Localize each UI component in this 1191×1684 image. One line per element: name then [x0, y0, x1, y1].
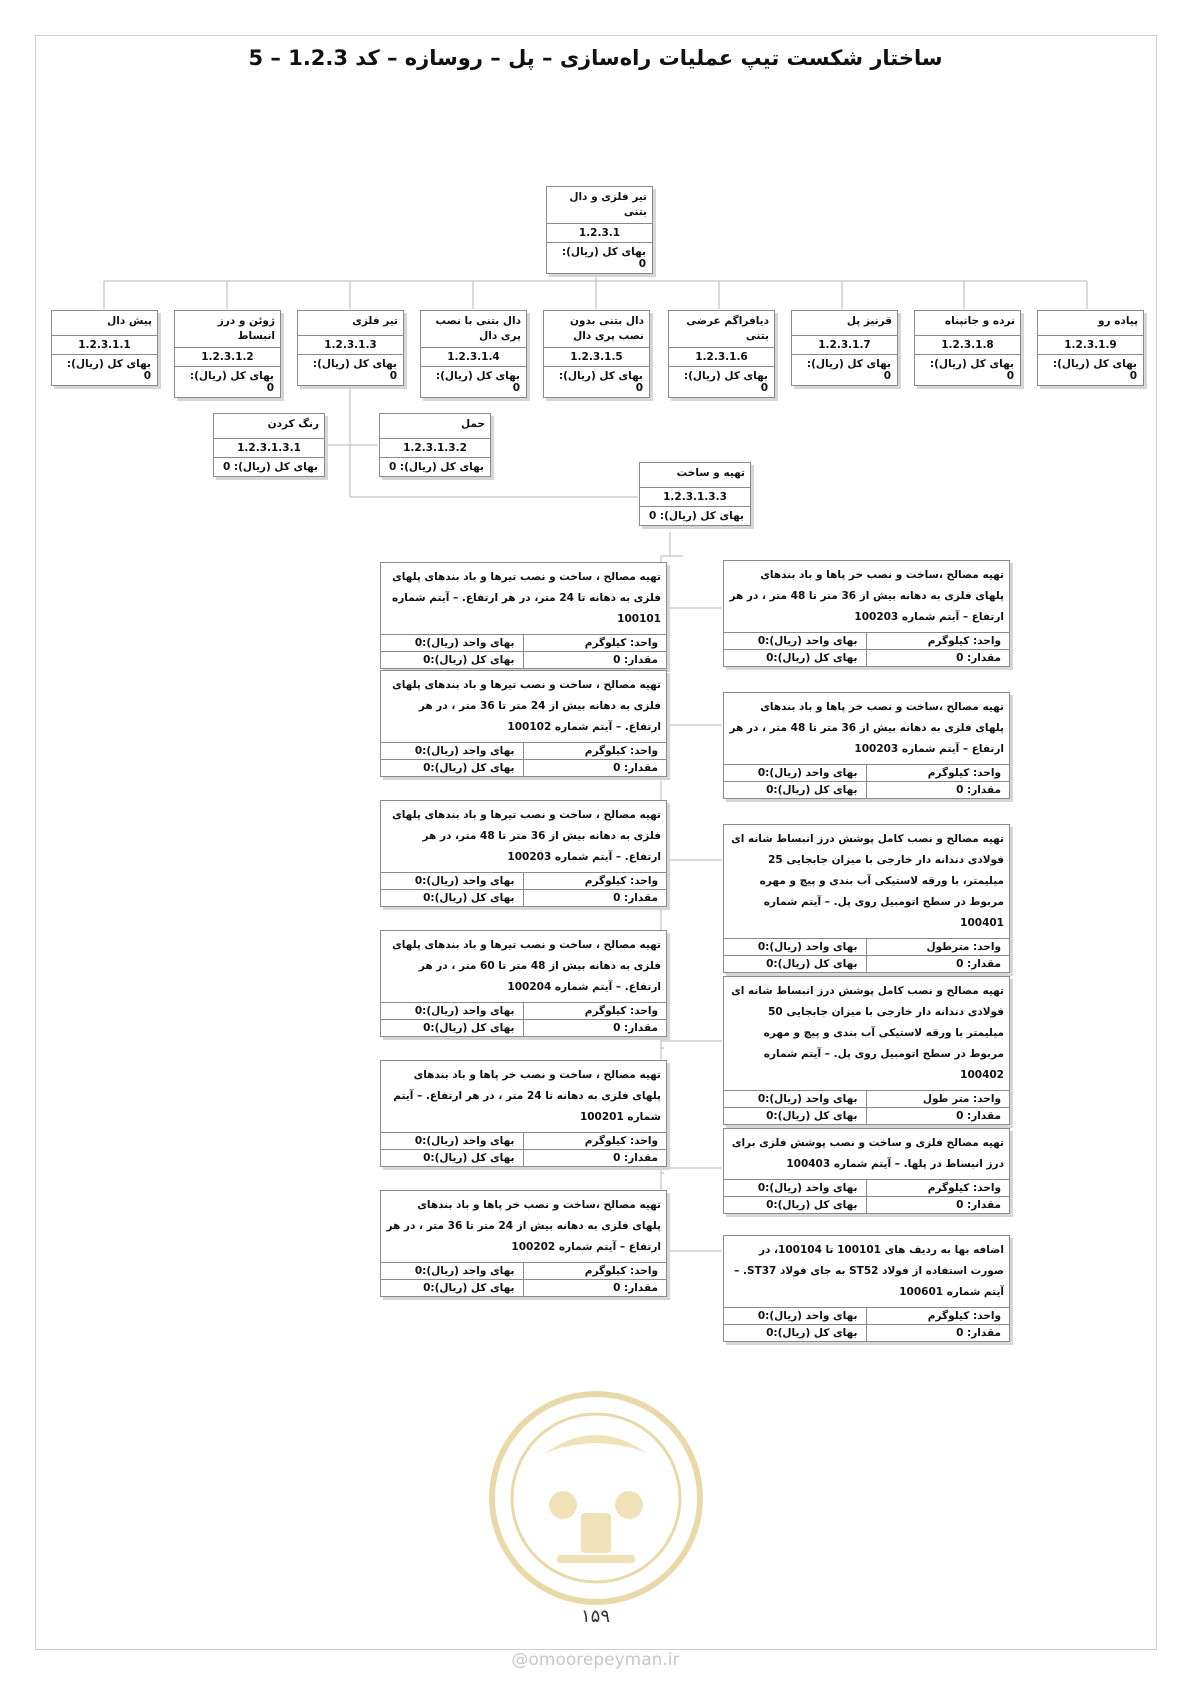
node-cost: بهای کل (ریال): 0: [792, 354, 897, 385]
page-number: ۱۵۹: [580, 1606, 610, 1627]
item-total: بهای کل (ریال):0: [381, 760, 524, 776]
item-unit-price: بهای واحد (ریال):0: [724, 765, 867, 781]
item-unit: واحد: کیلوگرم: [584, 745, 658, 757]
wbs-node-slab-without-preslab: [543, 310, 650, 398]
node-code: 1.2.3.1.2: [175, 347, 280, 366]
item-description: تهیه مصالح ، ساخت و نصب تیرها و باد بندهای پلهای فلزی به دهانه بیش از 24 متر تا 36 متر ، در هر ارتفاع. – آیتم شماره 100102: [392, 679, 661, 733]
item-quantity: مقدار: 0: [956, 784, 1001, 796]
item-unit: واحد: کیلوگرم: [584, 637, 658, 649]
wbs-node-slab-with-preslab: [420, 310, 527, 398]
node-cost: بهای کل (ریال): 0: [640, 506, 750, 525]
item-description: تهیه مصالح ، ساخت و نصب تیرها و باد بندهای پلهای فلزی به دهانه تا 24 متر، در هر ارتفاع. – آیتم شماره 100101: [392, 571, 661, 625]
item-total: بهای کل (ریال):0: [724, 1197, 867, 1213]
item-quantity: مقدار: 0: [956, 1327, 1001, 1339]
item-quantity: مقدار: 0: [956, 1199, 1001, 1211]
node-cost: بهای کل (ریال): 0: [380, 457, 490, 476]
item-quantity: مقدار: 0: [613, 1282, 658, 1294]
node-cost: بهای کل (ریال): 0: [298, 354, 403, 385]
item-total: بهای کل (ریال):0: [724, 782, 867, 798]
work-item-100601: [723, 1235, 1010, 1342]
item-unit-price: بهای واحد (ریال):0: [381, 873, 524, 889]
node-cost: بهای کل (ریال): 0: [547, 242, 652, 273]
watermark-seal-icon: [483, 1385, 709, 1611]
item-unit: واحد: کیلوگرم: [927, 767, 1001, 779]
item-quantity: مقدار: 0: [613, 1152, 658, 1164]
item-total: بهای کل (ریال):0: [381, 1150, 524, 1166]
item-unit-price: بهای واحد (ریال):0: [381, 1003, 524, 1019]
work-item-100101: [380, 562, 667, 669]
node-name: پیاده رو: [1098, 315, 1138, 327]
work-item-100402: [723, 976, 1010, 1125]
node-code: 1.2.3.1.7: [792, 335, 897, 354]
item-unit: واحد: کیلوگرم: [927, 635, 1001, 647]
item-description: تهیه مصالح ، ساخت و نصب تیرها و باد بندهای پلهای فلزی به دهانه بیش از 36 متر تا 48 متر، در هر ارتفاع. – آیتم شماره 100203: [392, 809, 661, 863]
item-total: بهای کل (ریال):0: [724, 1108, 867, 1124]
website-watermark: @omoorepeyman.ir: [511, 1650, 680, 1670]
item-description: تهیه مصالح ،ساخت و نصب خر پاها و باد بندهای پلهای فلزی به دهانه بیش از 36 متر تا 48 متر ، در هر ارتفاع – آیتم شماره 100203: [729, 701, 1004, 755]
item-description: تهیه مصالح ، ساخت و نصب خر پاها و باد بندهای پلهای فلزی به دهانه تا 24 متر ، در هر ارتفاع. – آیتم شماره 100201: [393, 1069, 661, 1123]
item-unit-price: بهای واحد (ریال):0: [381, 635, 524, 651]
item-quantity: مقدار: 0: [613, 762, 658, 774]
node-cost: بهای کل (ریال): 0: [52, 354, 157, 385]
item-unit-price: بهای واحد (ریال):0: [381, 1133, 524, 1149]
node-code: 1.2.3.1.3.1: [214, 438, 324, 457]
node-name: نرده و جانپناه: [944, 315, 1015, 327]
node-cost: بهای کل (ریال): 0: [1038, 354, 1143, 385]
wbs-node-supply-fabrication: [639, 462, 751, 526]
item-description: اضافه بها به ردیف های 100101 تا 100104، در صورت استفاده از فولاد ST52 به جای فولاد ST37. – آیتم شماره 100601: [734, 1244, 1004, 1298]
item-unit-price: بهای واحد (ریال):0: [381, 743, 524, 759]
wbs-node-steel-girder: [297, 310, 404, 386]
node-name: حمل: [461, 418, 485, 430]
node-cost: بهای کل (ریال): 0: [669, 366, 774, 397]
item-total: بهای کل (ریال):0: [381, 890, 524, 906]
item-unit-price: بهای واحد (ریال):0: [724, 1180, 867, 1196]
work-item-100204: [380, 930, 667, 1037]
node-name: دال بتنی بدون نصب پری دال: [569, 315, 644, 342]
node-code: 1.2.3.1.3.2: [380, 438, 490, 457]
work-item-100203-trusses-a: [723, 560, 1010, 667]
item-quantity: مقدار: 0: [613, 1022, 658, 1034]
item-unit: واحد: کیلوگرم: [584, 1265, 658, 1277]
wbs-node-preslab: [51, 310, 158, 386]
work-item-100403: [723, 1128, 1010, 1214]
item-unit: واحد: کیلوگرم: [584, 1005, 658, 1017]
item-description: تهیه مصالح و نصب کامل پوشش درز انبساط شانه ای فولادی دندانه دار خارجی با میزان جابجایی 50 میلیمتر با ورقه لاستیکی آب بندی و پیچ و مهره مربوط در سطح اتومبیل روی پل. – آیتم شماره 100402: [731, 985, 1004, 1081]
wbs-node-sidewalk: [1037, 310, 1144, 386]
wbs-node-root: [546, 186, 653, 274]
item-total: بهای کل (ریال):0: [724, 1325, 867, 1341]
node-code: 1.2.3.1.3: [298, 335, 403, 354]
wbs-node-railing: [914, 310, 1021, 386]
node-name: دیافراگم عرضی بتنی: [686, 315, 769, 342]
item-description: تهیه مصالح ، ساخت و نصب تیرها و باد بندهای پلهای فلزی به دهانه بیش از 48 متر تا 60 متر ، در هر ارتفاع. – آیتم شماره 100204: [392, 939, 661, 993]
item-unit-price: بهای واحد (ریال):0: [724, 1091, 867, 1107]
item-description: تهیه مصالح ،ساخت و نصب خر پاها و باد بندهای پلهای فلزی به دهانه بیش از 36 متر تا 48 متر ، در هر ارتفاع – آیتم شماره 100203: [729, 569, 1004, 623]
wbs-node-transport: [379, 413, 491, 477]
wbs-node-concrete-diaphragm: [668, 310, 775, 398]
node-name: رنگ کردن: [267, 418, 319, 430]
wbs-node-expansion-joint: [174, 310, 281, 398]
item-description: تهیه مصالح ،ساخت و نصب خر پاها و باد بندهای پلهای فلزی به دهانه بیش از 24 متر تا 36 متر ، در هر ارتفاع – آیتم شماره 100202: [386, 1199, 661, 1253]
page-title: ساختار شکست تیپ عملیات راه‌سازی – پل – روسازه – کد 1.2.3 – 5: [248, 46, 943, 70]
item-quantity: مقدار: 0: [956, 1110, 1001, 1122]
item-unit: واحد: مترطول: [926, 941, 1001, 953]
item-unit-price: بهای واحد (ریال):0: [724, 633, 867, 649]
node-cost: بهای کل (ریال): 0: [421, 366, 526, 397]
node-code: 1.2.3.1.8: [915, 335, 1020, 354]
item-total: بهای کل (ریال):0: [381, 1020, 524, 1036]
wbs-node-bridge-curb: [791, 310, 898, 386]
wbs-node-painting: [213, 413, 325, 477]
node-name: تیر فلزی: [352, 315, 398, 327]
item-total: بهای کل (ریال):0: [724, 650, 867, 666]
item-quantity: مقدار: 0: [956, 958, 1001, 970]
item-total: بهای کل (ریال):0: [381, 652, 524, 668]
item-unit-price: بهای واحد (ریال):0: [724, 1308, 867, 1324]
item-unit: واحد: کیلوگرم: [927, 1310, 1001, 1322]
node-cost: بهای کل (ریال): 0: [915, 354, 1020, 385]
node-cost: بهای کل (ریال): 0: [544, 366, 649, 397]
node-name: تیر فلزی و دال بتنی: [569, 191, 647, 218]
work-item-100203-girders: [380, 800, 667, 907]
work-item-100102: [380, 670, 667, 777]
node-code: 1.2.3.1.6: [669, 347, 774, 366]
node-name: تهیه و ساخت: [676, 467, 745, 479]
item-total: بهای کل (ریال):0: [724, 956, 867, 972]
node-code: 1.2.3.1: [547, 223, 652, 242]
item-unit: واحد: متر طول: [922, 1093, 1001, 1105]
item-description: تهیه مصالح فلزی و ساخت و نصب پوشش فلزی برای درز انبساط در پلها. – آیتم شماره 100403: [731, 1137, 1004, 1170]
node-name: پیش دال: [107, 315, 152, 327]
node-code: 1.2.3.1.1: [52, 335, 157, 354]
node-name: قرنیز پل: [846, 315, 892, 327]
item-quantity: مقدار: 0: [613, 654, 658, 666]
item-unit-price: بهای واحد (ریال):0: [381, 1263, 524, 1279]
item-unit-price: بهای واحد (ریال):0: [724, 939, 867, 955]
node-code: 1.2.3.1.3.3: [640, 487, 750, 506]
node-name: ژوئن و درز انبساط: [217, 315, 275, 342]
work-item-100201: [380, 1060, 667, 1167]
node-code: 1.2.3.1.5: [544, 347, 649, 366]
node-name: دال بتنی با نصب پری دال: [435, 315, 521, 342]
node-cost: بهای کل (ریال): 0: [175, 366, 280, 397]
item-quantity: مقدار: 0: [613, 892, 658, 904]
item-unit: واحد: کیلوگرم: [584, 875, 658, 887]
item-total: بهای کل (ریال):0: [381, 1280, 524, 1296]
item-description: تهیه مصالح و نصب کامل پوشش درز انبساط شانه ای فولادی دندانه دار خارجی با میزان جابجایی 25 میلیمتر، با ورقه لاستیکی آب بندی و پیچ و مهره مربوط در سطح اتومبیل روی پل. – آیتم شماره 100401: [731, 833, 1004, 929]
work-item-100202: [380, 1190, 667, 1297]
node-code: 1.2.3.1.4: [421, 347, 526, 366]
work-item-100401: [723, 824, 1010, 973]
item-quantity: مقدار: 0: [956, 652, 1001, 664]
item-unit: واحد: کیلوگرم: [927, 1182, 1001, 1194]
work-item-100203-trusses-b: [723, 692, 1010, 799]
item-unit: واحد: کیلوگرم: [584, 1135, 658, 1147]
node-code: 1.2.3.1.9: [1038, 335, 1143, 354]
node-cost: بهای کل (ریال): 0: [214, 457, 324, 476]
